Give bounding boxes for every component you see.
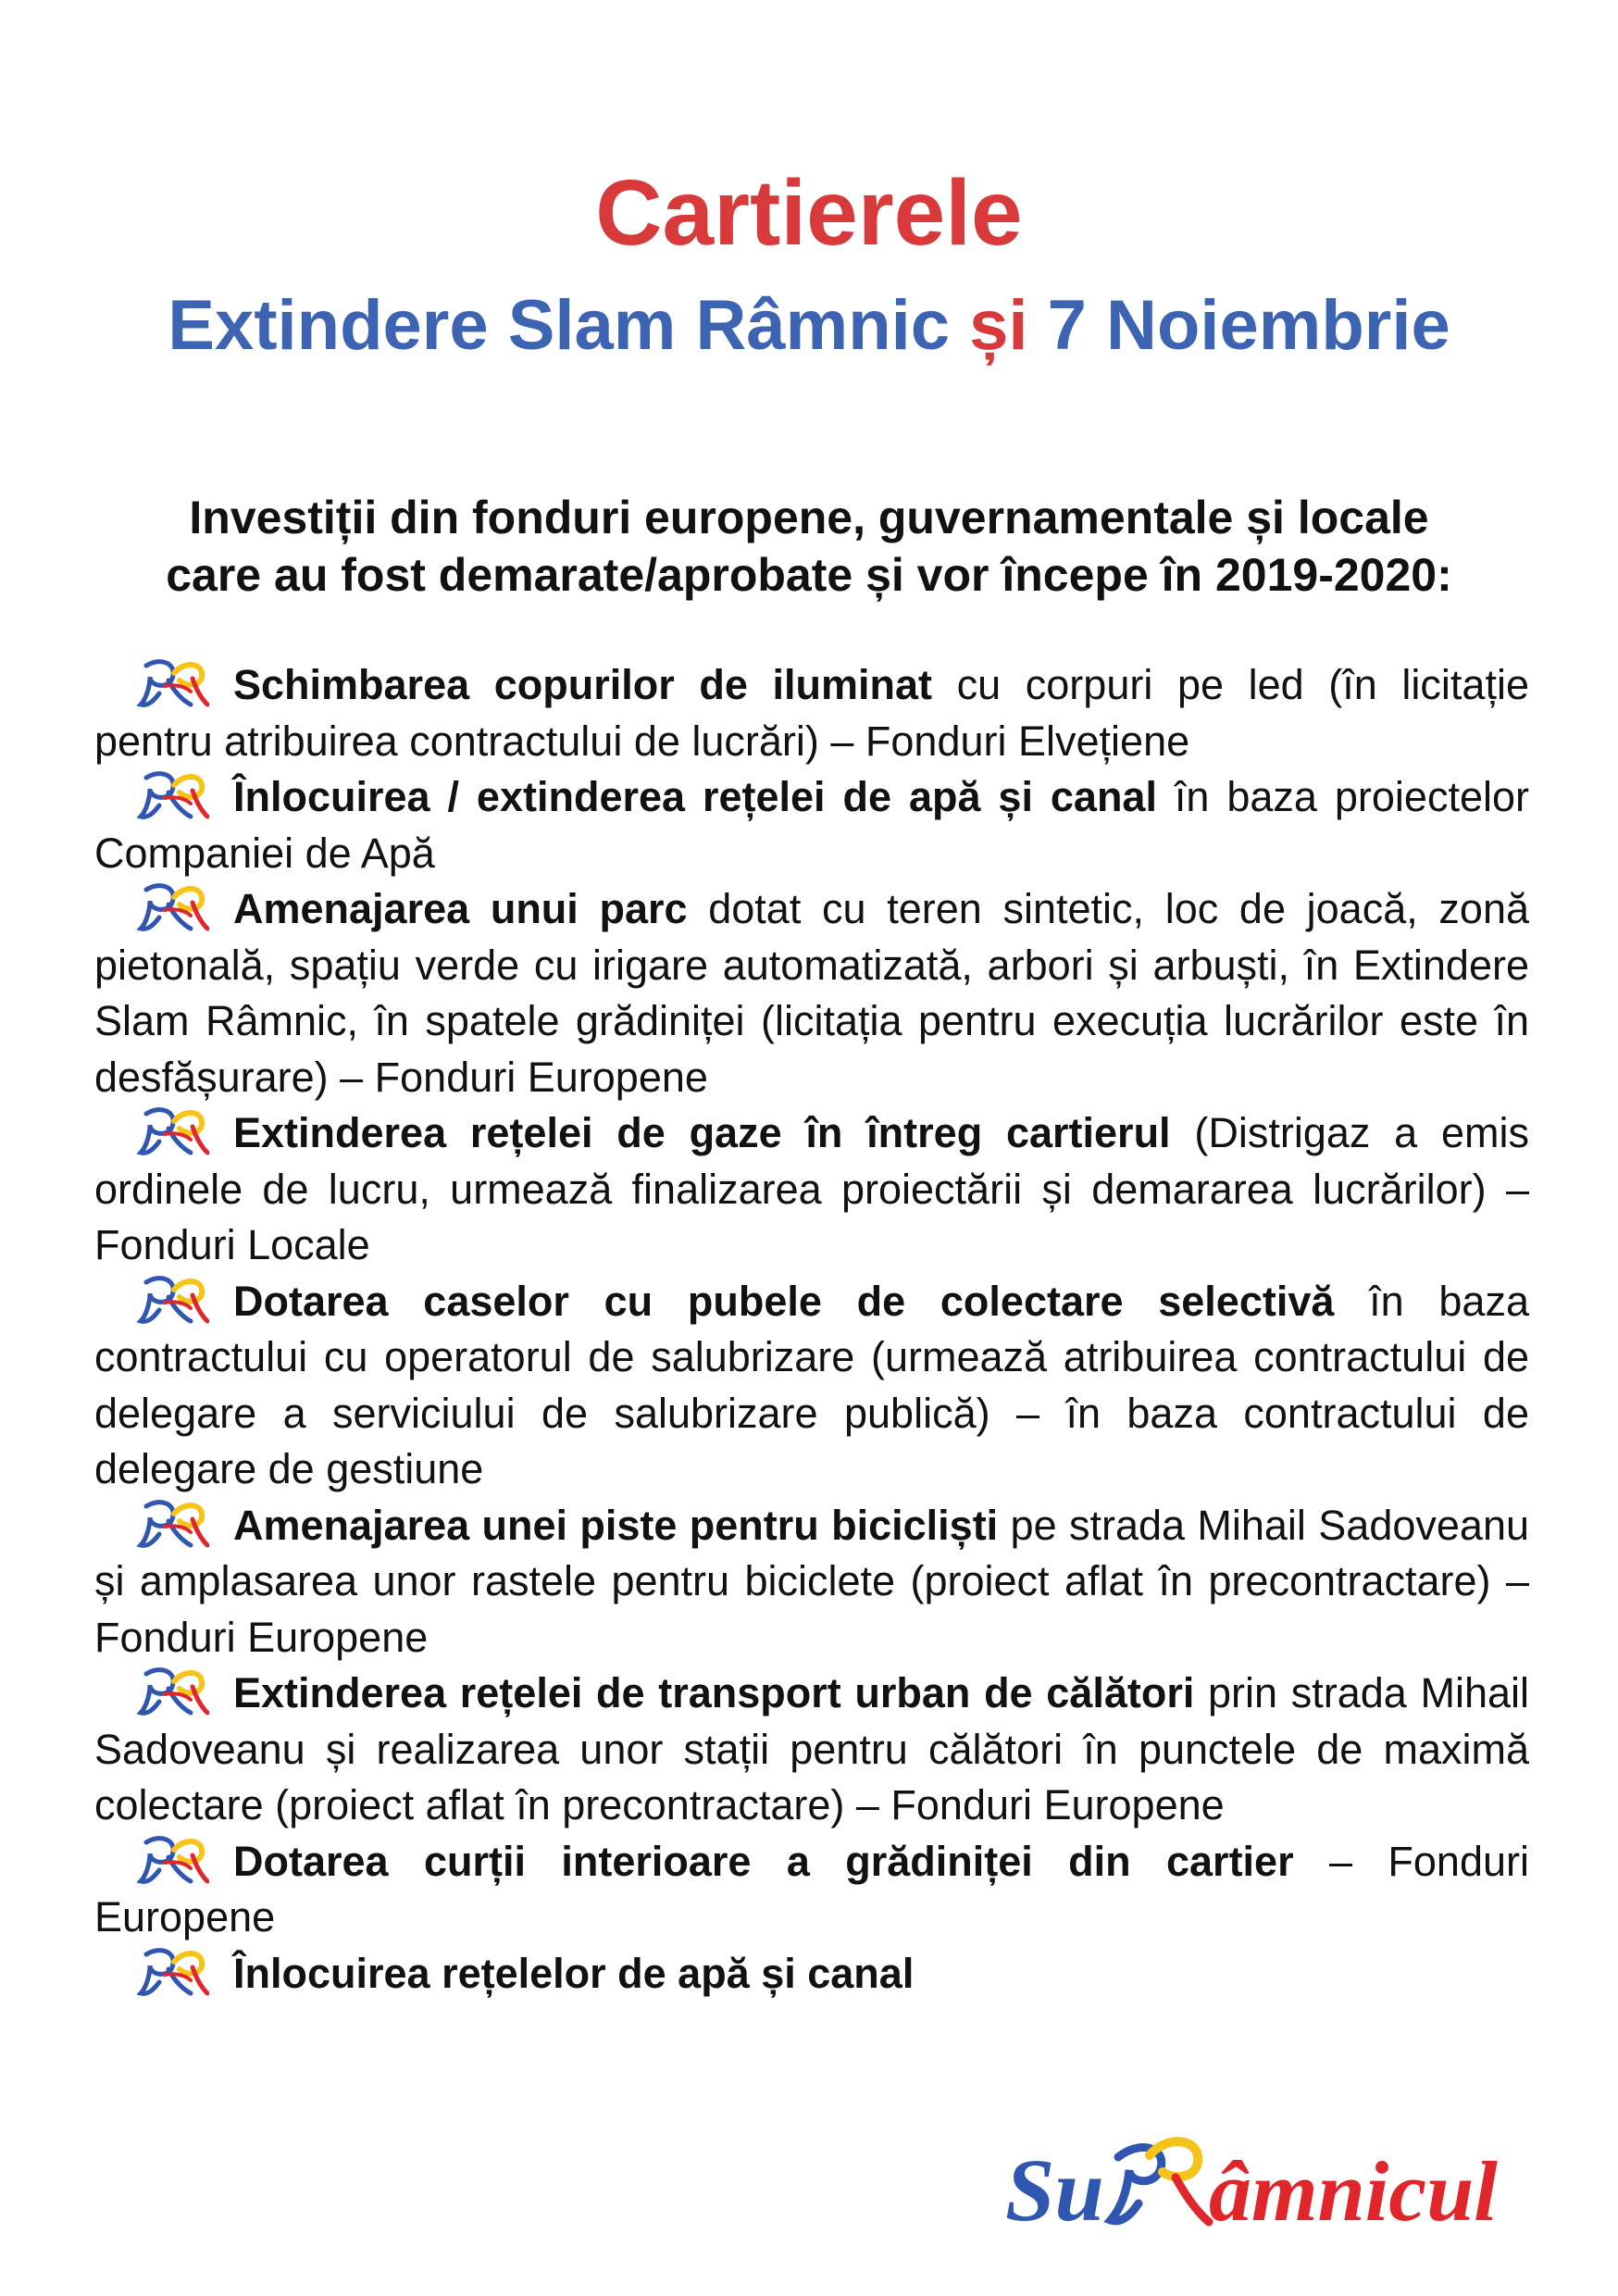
intro-heading (83, 489, 1535, 604)
sr-logo-bullet-icon (137, 770, 209, 820)
item-title: Amenajarea unei piste pentru bicicliști (233, 1501, 999, 1549)
list-item (94, 769, 1529, 881)
item-description: în baza contractului cu operatorul de salubrizare (urmează atribuirea contractului de delegare a serviciului de salubrizare publică) – în baza contractului de delegare de gestiune (94, 1277, 1529, 1492)
list-item (94, 1666, 1529, 1834)
item-title: Amenajarea unui parc (233, 885, 688, 932)
item-title: Schimbarea copurilor de iluminat (233, 661, 933, 708)
sr-logo-bullet-icon (137, 1106, 209, 1156)
list-item (94, 1105, 1529, 1274)
item-title: Dotarea caselor cu pubele de colectare selectivă (233, 1277, 1335, 1325)
page-header (0, 157, 1618, 372)
subtitle-part2: 7 Noiembrie (1047, 286, 1450, 365)
susramnicul-logo-image (1000, 2129, 1537, 2240)
page-subtitle (0, 280, 1618, 372)
list-item (94, 657, 1529, 769)
page-title: Cartierele (595, 161, 1023, 265)
item-title: Înlocuirea / extinderea rețelei de apă și canal (233, 773, 1157, 820)
sr-logo-bullet-icon (137, 1666, 209, 1716)
subtitle-conj: și (969, 286, 1028, 365)
list-item (94, 1834, 1529, 1946)
list-item (94, 881, 1529, 1105)
item-description: pe strada Mihail Sadoveanu și amplasarea unor rastele pentru biciclete (proiect aflat în precontractare) – Fonduri Europene (94, 1501, 1529, 1661)
item-title: Dotarea curții interioare a grădiniței din cartier (233, 1837, 1294, 1885)
list-item (94, 1946, 1529, 2003)
list-item (94, 1498, 1529, 1666)
list-item (94, 1274, 1529, 1498)
item-title: Extinderea rețelei de gaze în întreg cartierul (233, 1109, 1171, 1156)
svg-text:Su: Su (1005, 2140, 1104, 2240)
item-description: în baza proiectelor Companiei de Apă (94, 773, 1529, 877)
intro-line2: care au fost demarate/aprobate și vor începe în 2019-2020: (166, 549, 1452, 601)
item-description: cu corpuri pe led (în licitație pentru atribuirea contractului de lucrări) – Fonduri Elvețiene (94, 661, 1529, 765)
sr-logo-bullet-icon (137, 1947, 209, 1997)
item-description: (Distrigaz a emis ordinele de lucru, urmează finalizarea proiectării și demararea lucrărilor) – Fonduri Locale (94, 1109, 1529, 1268)
item-description: dotat cu teren sintetic, loc de joacă, zonă pietonală, spațiu verde cu irigare automatizată, arbori și arbuști, în Extindere Slam Râmnic, în spatele grădiniței (licitația pentru execuția lucrărilor este în desfășurare) – Fonduri Europene (94, 885, 1530, 1101)
item-description: – Fonduri Europene (94, 1837, 1529, 1940)
investment-list (94, 657, 1529, 2002)
svg-text:âmnicul: âmnicul (1209, 2144, 1498, 2239)
sr-logo-bullet-icon (137, 882, 209, 932)
sr-logo-bullet-icon (137, 1499, 209, 1549)
item-description: prin strada Mihail Sadoveanu și realizarea unor stații pentru călători în punctele de maximă colectare (proiect aflat în precontractare) – Fonduri Europene (94, 1669, 1529, 1828)
sr-logo-bullet-icon (137, 1835, 209, 1885)
subtitle-part1: Extindere Slam Râmnic (168, 286, 951, 365)
item-title: Înlocuirea rețelelor de apă și canal (233, 1949, 915, 1997)
intro-line1: Investiții din fonduri europene, guvernamentale și locale (189, 492, 1429, 543)
susramnicul-logo (1000, 2129, 1537, 2240)
sr-logo-bullet-icon (137, 1275, 209, 1325)
sr-logo-bullet-icon (137, 658, 209, 708)
item-title: Extinderea rețelei de transport urban de călători (233, 1669, 1195, 1716)
